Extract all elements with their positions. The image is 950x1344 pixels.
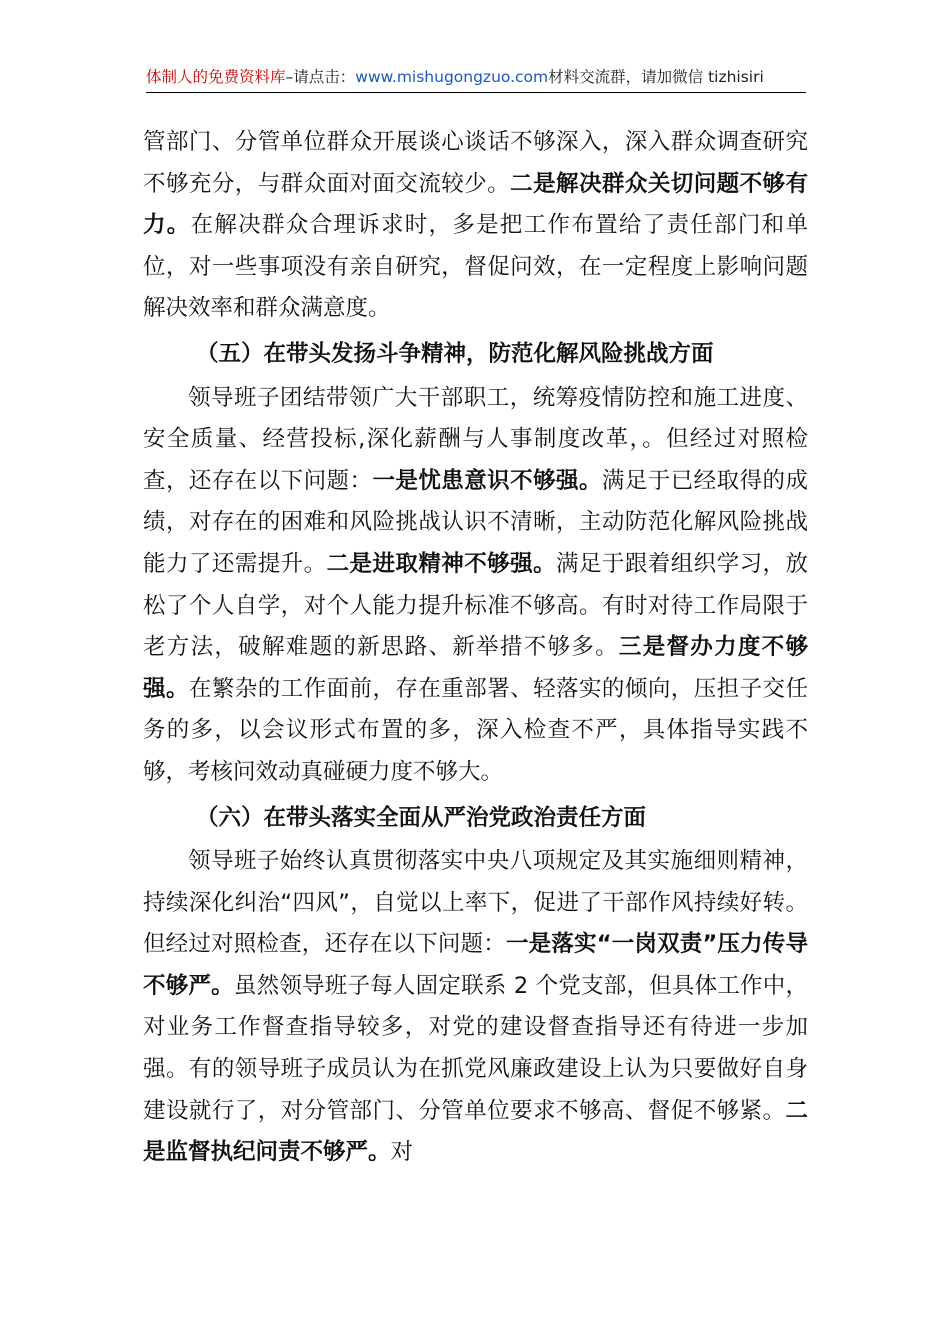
paragraph-text: 在解决群众合理诉求时，多是把工作布置给了责任部门和单位，对一些事项没有亲自研究，督促问效，在一定程度上影响问题解决效率和群众满意度。 xyxy=(143,212,808,322)
paragraph-2 xyxy=(143,378,808,794)
bold-point: 二是解决群众关切问题不够有力。 xyxy=(143,170,808,239)
paragraph-1 xyxy=(143,122,808,330)
paragraph-text: 领导班子始终认真贯彻落实中央八项规定及其实施细则精神，持续深化纠治“四风”，自觉以上率下，促进了干部作风持续好转。但经过对照检查，还存在以下问题： xyxy=(143,848,808,958)
bold-point: 一是忧患意识不够强。 xyxy=(372,467,602,494)
bold-point: 二是进取精神不够强。 xyxy=(326,550,557,577)
paragraph-3 xyxy=(143,841,808,1174)
paragraph-text: 管部门、分管单位群众开展谈心谈话不够深入，深入群众调查研究不够充分，与群众面对面交流较少。 xyxy=(143,129,808,197)
section-heading-5: （五）在带头发扬斗争精神，防范化解风险挑战方面 xyxy=(196,340,714,367)
header-brand: 体制人的免费资料库 xyxy=(146,68,286,86)
bold-point: 二是监督执纪问责不够严。 xyxy=(143,1097,808,1166)
page-header xyxy=(146,66,806,93)
paragraph-text: 虽然领导班子每人固定联系 2 个党支部，但具体工作中，对业务工作督查指导较多，对党的建设督查指导还有待进一步加强。有的领导班子成员认为在抓党风廉政建设上认为只要做好自身建设就行了，对分管部门、分管单位要求不够高、督促不够紧。 xyxy=(143,972,808,1124)
header-tail: 材料交流群，请加微信 tizhisiri xyxy=(548,68,764,86)
bold-point: 一是落实“一岗双责”压力传导不够严。 xyxy=(143,931,808,999)
paragraph-text: 满足于已经取得的成绩，对存在的困难和风险挑战认识不清晰，主动防范化解风险挑战能力了还需提升。 xyxy=(143,467,808,577)
section-heading-6: （六）在带头落实全面从严治党政治责任方面 xyxy=(196,804,647,831)
paragraph-text: 满足于跟着组织学习，放松了个人自学，对个人能力提升标准不够高。有时对待工作局限于老方法，破解难题的新思路、新举措不够多。 xyxy=(143,550,808,661)
bold-point: 三是督办力度不够强。 xyxy=(143,634,808,702)
header-prompt: –请点击： xyxy=(285,68,356,86)
paragraph-text: 在繁杂的工作面前，存在重部署、轻落实的倾向，压担子交任务的多，以会议形式布置的多，深入检查不严，具体指导实践不够，考核问效动真碰硬力度不够大。 xyxy=(143,675,808,785)
document-body xyxy=(143,122,808,1174)
header-link[interactable]: www.mishugongzuo.com xyxy=(355,68,549,86)
paragraph-text: 领导班子团结带领广大干部职工，统筹疫情防控和施工进度、安全质量、经营投标,深化薪酬与人事制度改革，。但经过对照检查，还存在以下问题： xyxy=(143,384,808,494)
paragraph-text: 对 xyxy=(390,1139,414,1166)
